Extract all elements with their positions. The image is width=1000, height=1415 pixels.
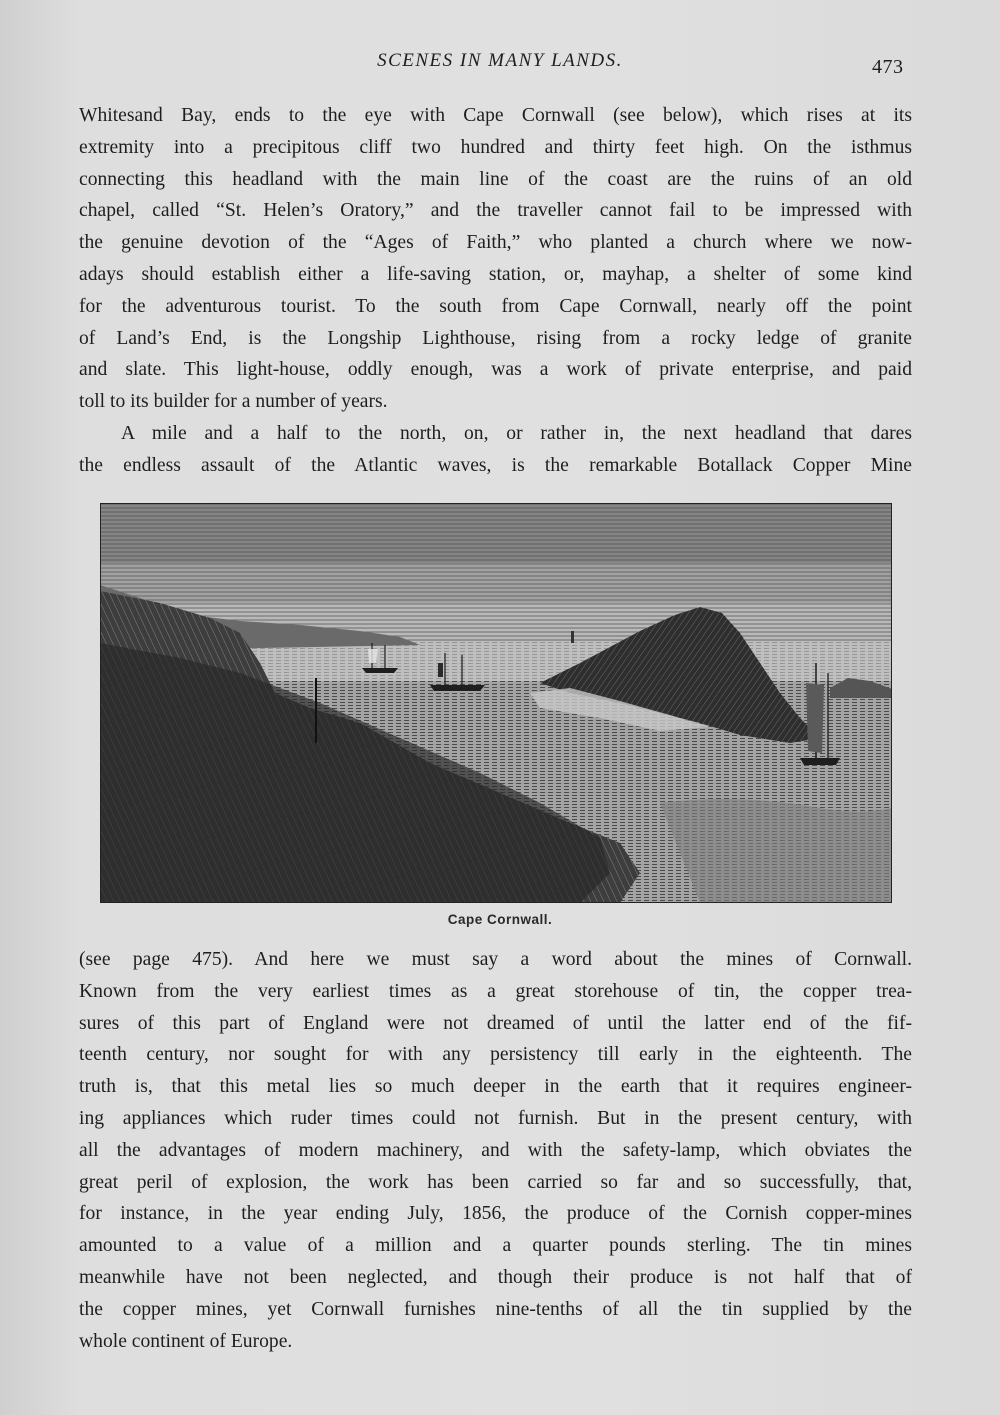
engraving-cape-cornwall — [100, 503, 892, 903]
text-line: whole continent of Europe. — [79, 1330, 293, 1352]
text-line: sures of this part of England were not dreamed of until the latter end of the fif- — [79, 1012, 912, 1034]
text-line: adays should establish either a life-saving station, or, mayhap, a shelter of some kind — [79, 263, 912, 285]
paragraph-3 — [79, 944, 912, 1357]
text-line: amounted to a value of a million and a quarter pounds sterling. The tin mines — [79, 1235, 912, 1257]
page-number: 473 — [872, 56, 904, 78]
text-line: ing appliances which ruder times could not furnish. But in the present century, with — [79, 1107, 912, 1129]
running-title: SCENES IN MANY LANDS. — [377, 50, 623, 71]
text-line: and slate. This light-house, oddly enough, was a work of private enterprise, and paid — [79, 359, 912, 381]
text-line: all the advantages of modern machinery, and with the safety-lamp, which obviates the — [79, 1139, 912, 1161]
paragraph-1 — [79, 100, 912, 418]
text-line: Whitesand Bay, ends to the eye with Cape Cornwall (see below), which rises at its — [79, 105, 912, 126]
text-line: for the adventurous tourist. To the south from Cape Cornwall, nearly off the point — [79, 295, 912, 317]
paragraph-2 — [79, 418, 912, 482]
text-line: of Land’s End, is the Longship Lighthouse, rising from a rocky ledge of granite — [79, 327, 912, 349]
text-line: A mile and a half to the north, on, or rather in, the next headland that dares — [121, 423, 912, 444]
text-line: meanwhile have not been neglected, and though their produce is not half that of — [79, 1266, 912, 1288]
text-line: for instance, in the year ending July, 1856, the produce of the Cornish copper-mines — [79, 1203, 912, 1225]
text-line: extremity into a precipitous cliff two hundred and thirty feet high. On the isthmus — [79, 136, 912, 158]
text-line: great peril of explosion, the work has been carried so far and so successfully, that, — [79, 1171, 912, 1193]
text-line: toll to its builder for a number of years. — [79, 391, 388, 413]
text-line: Known from the very earliest times as a great storehouse of tin, the copper trea- — [79, 980, 912, 1002]
text-line: the copper mines, yet Cornwall furnishes nine-tenths of all the tin supplied by the — [79, 1298, 912, 1320]
text-line: the genuine devotion of the “Ages of Faith,” who planted a church where we now- — [79, 232, 912, 254]
text-line: the endless assault of the Atlantic waves, is the remarkable Botallack Copper Mine — [79, 454, 912, 476]
text-line: chapel, called “St. Helen’s Oratory,” and the traveller cannot fail to be impressed with — [79, 200, 912, 222]
text-line: teenth century, nor sought for with any persistency till early in the eighteenth. The — [79, 1044, 912, 1066]
figure-caption: Cape Cornwall. — [447, 912, 553, 927]
text-line: (see page 475). And here we must say a word about the mines of Cornwall. — [79, 949, 912, 970]
text-line: truth is, that this metal lies so much deeper in the earth that it requires engineer- — [79, 1076, 912, 1098]
text-line: connecting this headland with the main line of the coast are the ruins of an old — [79, 168, 912, 190]
